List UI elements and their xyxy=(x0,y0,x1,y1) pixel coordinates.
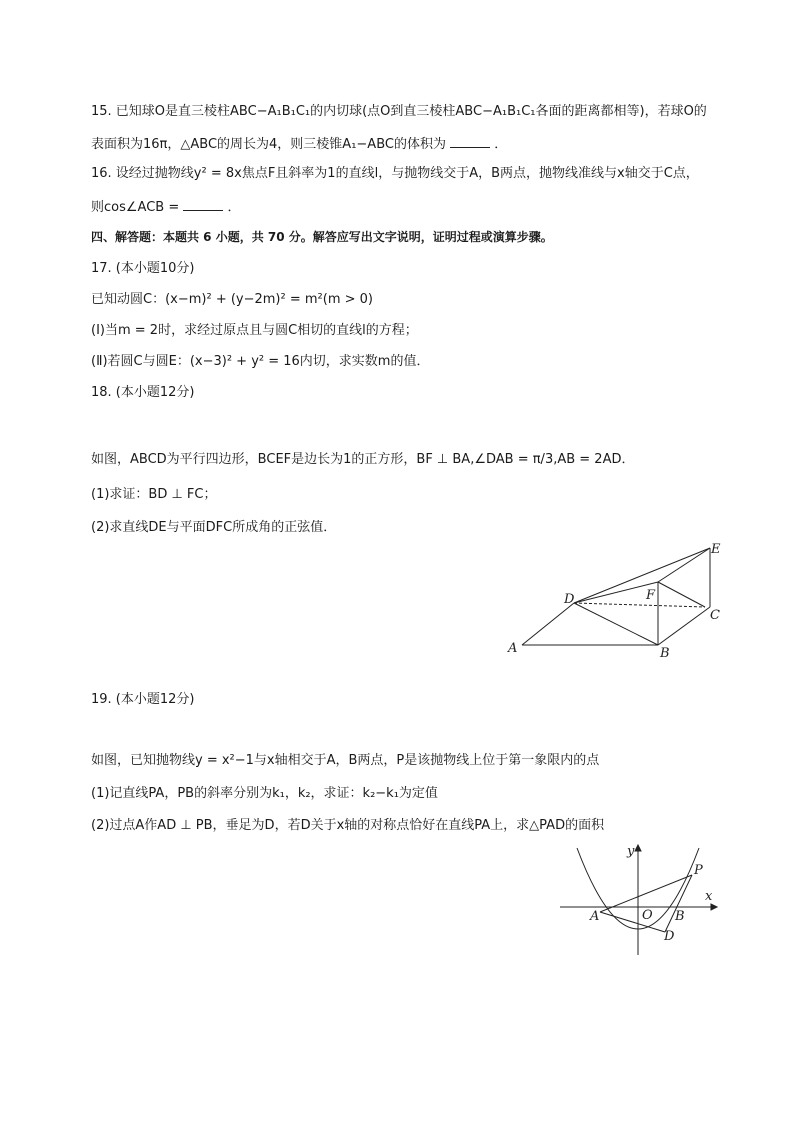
q17-part-2: (Ⅱ)若圆C与圆E：(x−3)² + y² = 16内切，求实数m的值． xyxy=(91,354,430,369)
q19-stem: 如图，已知抛物线y = x²−1与x轴相交于A，B两点，P是该抛物线上位于第一象限内的点 xyxy=(91,753,600,768)
q17-part-1: (Ⅰ)当m = 2时，求经过原点且与圆C相切的直线l的方程； xyxy=(91,323,418,338)
q19-header: 19. (本小题12分) xyxy=(91,692,195,707)
q16-line-2 xyxy=(91,196,724,216)
edge-FC xyxy=(658,582,705,607)
q16-answer-blank[interactable] xyxy=(183,196,223,211)
label-y: y xyxy=(627,844,635,859)
edge-DB xyxy=(574,603,658,645)
section-4-title: 四、解答题：本题共 6 小题，共 70 分。解答应写出文字说明，证明过程或演算步骤。 xyxy=(91,230,553,244)
y-axis-arrow xyxy=(635,845,641,851)
edge-FE xyxy=(658,548,710,582)
q18-stem: 如图，ABCD为平行四边形，BCEF是边长为1的正方形，BF ⊥ BA,∠DAB = π/3,AB = 2AD． xyxy=(91,452,635,467)
q17-stem: 已知动圆C：(x−m)² + (y−2m)² = m²(m > 0) xyxy=(91,292,373,307)
label-B: B xyxy=(660,646,670,660)
q18-part-2: (2)求直线DE与平面DFC所成角的正弦值． xyxy=(91,520,337,535)
label-B: B xyxy=(675,909,685,924)
label-O: O xyxy=(642,908,653,923)
edge-AD xyxy=(522,603,574,645)
label-D: D xyxy=(664,929,675,944)
q17-header: 17. (本小题10分) xyxy=(91,261,195,276)
q15-line-2-end: ． xyxy=(494,137,508,152)
label-A: A xyxy=(590,909,600,924)
q16-line-2-text: 则cos∠ACB = xyxy=(91,200,180,215)
edge-BC xyxy=(658,607,710,645)
q15-line-2 xyxy=(91,133,724,153)
label-F: F xyxy=(646,588,656,603)
q15-line-2-text: 表面积为16π，△ABC的周长为4，则三棱锥A₁−ABC的体积为 xyxy=(91,137,446,152)
q16-line-1: 16. 设经过抛物线y² = 8x焦点F且斜率为1的直线l，与抛物线交于A，B两点，抛物线准线与x轴交于C点， xyxy=(91,166,699,181)
q19-part-2: (2)过点A作AD ⊥ PB，垂足为D，若D关于x轴的对称点恰好在直线PA上，求△PAD的面积 xyxy=(91,818,605,833)
label-E: E xyxy=(711,542,721,557)
label-P: P xyxy=(694,863,703,878)
label-D: D xyxy=(564,592,575,607)
q18-part-1: (1)求证：BD ⊥ FC； xyxy=(91,487,217,502)
edge-DE xyxy=(574,548,710,603)
q15-answer-blank[interactable] xyxy=(450,133,490,148)
label-C: C xyxy=(710,608,720,623)
label-A: A xyxy=(508,641,518,656)
q19-figure-parabola xyxy=(552,840,727,960)
q19-part-1: (1)记直线PA，PB的斜率分别为k₁，k₂，求证：k₂−k₁为定值 xyxy=(91,786,438,801)
q15-line-1: 15. 已知球O是直三棱柱ABC−A₁B₁C₁的内切球(点O到直三棱柱ABC−A₁B₁C₁各面的距离都相等)，若球O的 xyxy=(91,104,707,119)
edge-DC-hidden xyxy=(574,603,705,607)
q18-header: 18. (本小题12分) xyxy=(91,385,195,400)
q16-line-2-end: ． xyxy=(227,200,241,215)
x-axis-arrow xyxy=(711,904,717,910)
q18-figure-prism xyxy=(500,535,730,660)
label-x: x xyxy=(705,889,713,904)
